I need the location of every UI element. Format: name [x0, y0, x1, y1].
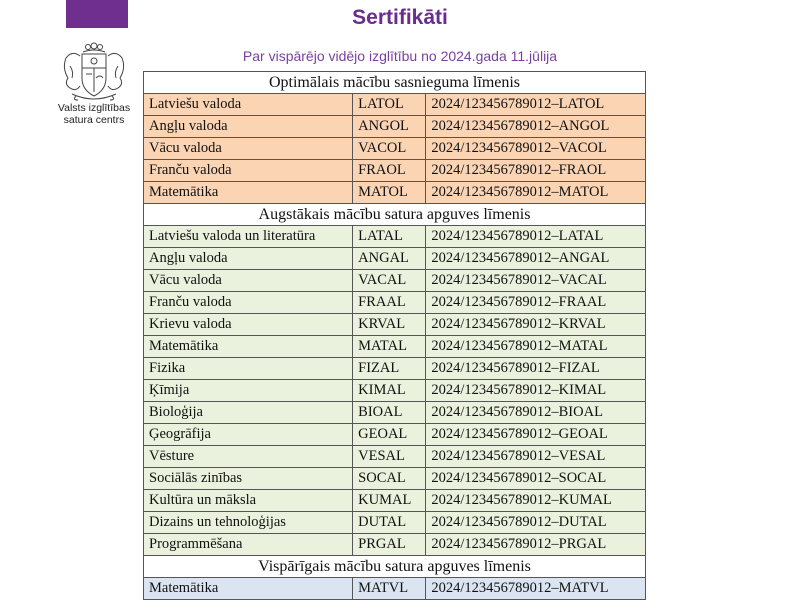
table-row	[144, 116, 646, 138]
subject-cell: Vācu valoda	[144, 270, 353, 292]
code-cell: LATOL	[353, 94, 426, 116]
certificate-id-cell: 2024/123456789012–GEOAL	[426, 424, 646, 446]
org-name-line-2: satura centrs	[63, 114, 125, 126]
subject-cell: Vācu valoda	[144, 138, 353, 160]
section-title: Vispārīgais mācību satura apguves līmenis	[144, 556, 646, 578]
table-row	[144, 380, 646, 402]
subject-cell: Matemātika	[144, 336, 353, 358]
certificate-id-cell: 2024/123456789012–SOCAL	[426, 468, 646, 490]
code-cell: KRVAL	[353, 314, 426, 336]
subject-cell: Franču valoda	[144, 160, 353, 182]
code-cell: MATVL	[353, 578, 426, 600]
subject-cell: Dizains un tehnoloģijas	[144, 512, 353, 534]
subject-cell: Programmēšana	[144, 534, 353, 556]
code-cell: LATAL	[353, 226, 426, 248]
code-cell: MATAL	[353, 336, 426, 358]
subject-cell: Vēsture	[144, 446, 353, 468]
table-row	[144, 248, 646, 270]
certificate-id-cell: 2024/123456789012–ANGAL	[426, 248, 646, 270]
certificate-id-cell: 2024/123456789012–LATOL	[426, 94, 646, 116]
table-row	[144, 336, 646, 358]
code-cell: DUTAL	[353, 512, 426, 534]
code-cell: MATOL	[353, 182, 426, 204]
subject-cell: Bioloģija	[144, 402, 353, 424]
certificate-id-cell: 2024/123456789012–KIMAL	[426, 380, 646, 402]
subject-cell: Matemātika	[144, 578, 353, 600]
certificate-id-cell: 2024/123456789012–VACOL	[426, 138, 646, 160]
table-row	[144, 292, 646, 314]
subject-cell: Ģeogrāfija	[144, 424, 353, 446]
subject-cell: Kultūra un māksla	[144, 490, 353, 512]
code-cell: VACOL	[353, 138, 426, 160]
certificate-id-cell: 2024/123456789012–ANGOL	[426, 116, 646, 138]
certificate-id-cell: 2024/123456789012–DUTAL	[426, 512, 646, 534]
table-row	[144, 94, 646, 116]
page-title: Sertifikāti	[352, 6, 448, 29]
table-row	[144, 182, 646, 204]
certificate-id-cell: 2024/123456789012–KRVAL	[426, 314, 646, 336]
subject-cell: Latviešu valoda un literatūra	[144, 226, 353, 248]
subject-cell: Fizika	[144, 358, 353, 380]
section-title: Optimālais mācību sasnieguma līmenis	[144, 72, 646, 94]
page-subtitle: Par vispārējo vidējo izglītību no 2024.gada 11.jūlija	[242, 48, 558, 64]
subject-cell: Ķīmija	[144, 380, 353, 402]
table-row	[144, 402, 646, 424]
subject-cell: Matemātika	[144, 182, 353, 204]
table-row	[144, 226, 646, 248]
table-row	[144, 314, 646, 336]
section-header-row	[144, 556, 646, 578]
certificate-id-cell: 2024/123456789012–LATAL	[426, 226, 646, 248]
certificate-id-cell: 2024/123456789012–MATOL	[426, 182, 646, 204]
subject-cell: Krievu valoda	[144, 314, 353, 336]
code-cell: SOCAL	[353, 468, 426, 490]
table-row	[144, 534, 646, 556]
certificates-table	[143, 71, 646, 600]
code-cell: FIZAL	[353, 358, 426, 380]
organization-name	[48, 102, 140, 126]
certificate-id-cell: 2024/123456789012–MATAL	[426, 336, 646, 358]
code-cell: PRGAL	[353, 534, 426, 556]
section-header-row	[144, 204, 646, 226]
code-cell: KUMAL	[353, 490, 426, 512]
table-row	[144, 446, 646, 468]
certificate-id-cell: 2024/123456789012–KUMAL	[426, 490, 646, 512]
certificate-id-cell: 2024/123456789012–BIOAL	[426, 402, 646, 424]
table-row	[144, 160, 646, 182]
code-cell: KIMAL	[353, 380, 426, 402]
table-row	[144, 490, 646, 512]
table-row	[144, 512, 646, 534]
code-cell: VACAL	[353, 270, 426, 292]
certificate-id-cell: 2024/123456789012–FRAAL	[426, 292, 646, 314]
subject-cell: Angļu valoda	[144, 116, 353, 138]
subject-cell: Sociālās zinības	[144, 468, 353, 490]
code-cell: ANGAL	[353, 248, 426, 270]
code-cell: FRAOL	[353, 160, 426, 182]
table-row	[144, 468, 646, 490]
code-cell: FRAAL	[353, 292, 426, 314]
subject-cell: Latviešu valoda	[144, 94, 353, 116]
section-title: Augstākais mācību satura apguves līmenis	[144, 204, 646, 226]
certificate-id-cell: 2024/123456789012–PRGAL	[426, 534, 646, 556]
certificate-id-cell: 2024/123456789012–VESAL	[426, 446, 646, 468]
table-row	[144, 270, 646, 292]
certificate-id-cell: 2024/123456789012–FRAOL	[426, 160, 646, 182]
table-row	[144, 578, 646, 600]
code-cell: VESAL	[353, 446, 426, 468]
subject-cell: Franču valoda	[144, 292, 353, 314]
table-row	[144, 424, 646, 446]
certificate-id-cell: 2024/123456789012–MATVL	[426, 578, 646, 600]
section-header-row	[144, 72, 646, 94]
code-cell: GEOAL	[353, 424, 426, 446]
certificate-id-cell: 2024/123456789012–FIZAL	[426, 358, 646, 380]
code-cell: BIOAL	[353, 402, 426, 424]
subject-cell: Angļu valoda	[144, 248, 353, 270]
org-name-line-1: Valsts izglītības	[57, 102, 131, 114]
table-row	[144, 358, 646, 380]
code-cell: ANGOL	[353, 116, 426, 138]
table-row	[144, 138, 646, 160]
certificate-id-cell: 2024/123456789012–VACAL	[426, 270, 646, 292]
